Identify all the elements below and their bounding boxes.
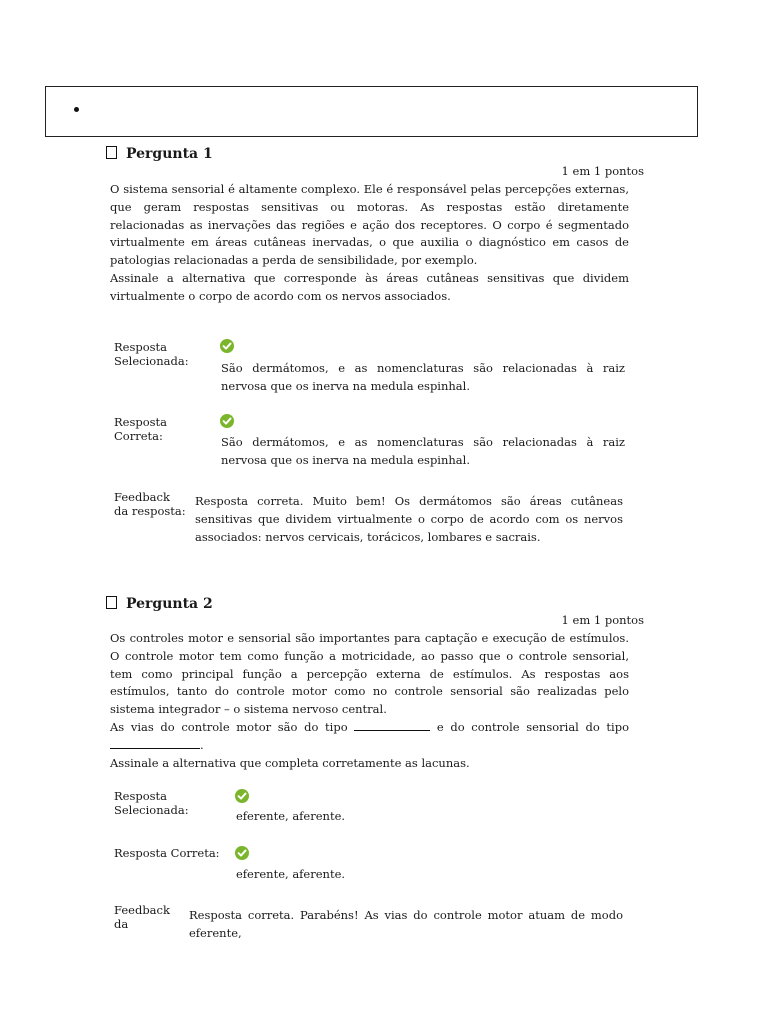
selected-answer-label: Resposta Selecionada: — [114, 340, 189, 368]
correct-answer-label: Resposta Correta: — [114, 415, 168, 443]
question-statement — [110, 630, 629, 772]
statement-paragraph: Assinale a alternativa que corresponde às áreas cutâneas sensitivas que dividem virtualmente o corpo de acordo com os nervos associados. — [110, 270, 629, 303]
question-points: 1 em 1 pontos — [561, 164, 644, 178]
statement-instruction: Assinale a alternativa que completa corretamente as lacunas. — [110, 755, 470, 770]
checkbox-icon[interactable] — [106, 596, 117, 609]
selected-answer-label: Resposta Selecionada: — [114, 789, 189, 817]
blank-1 — [354, 730, 430, 731]
feedback-label: Feedback da resposta: — [114, 490, 186, 518]
feedback-label: Feedback da — [114, 903, 170, 931]
checkbox-icon[interactable] — [106, 146, 117, 159]
statement-paragraph: Os controles motor e sensorial são importantes para captação e execução de estímulos. O controle motor tem como função a motricidade, ao passo que o controle sensorial, tem como principal função a percepção externa de estímulos. As respostas aos estímulos, tanto do controle motor como no controle sensorial são realizadas pelo sistema integrador – o sistema nervoso central. — [110, 631, 629, 717]
selected-answer: São dermátomos, e as nomenclaturas são relacionadas à raiz nervosa que os inerva na medula espinhal. — [221, 361, 625, 393]
blank-2 — [110, 748, 200, 749]
fill-part-1: As vias do controle motor são do tipo — [110, 719, 348, 734]
selected-answer: eferente, aferente. — [236, 809, 346, 823]
correct-answer-label: Resposta Correta: — [114, 846, 220, 860]
correct-answer: eferente, aferente. — [236, 867, 346, 881]
question-title: Pergunta 2 — [126, 596, 213, 612]
fill-end: . — [200, 737, 204, 752]
check-circle-icon — [235, 846, 249, 860]
fill-part-2: e do controle sensorial do tipo — [436, 719, 630, 734]
fill-in-sentence — [110, 719, 629, 755]
question-1-header — [106, 146, 213, 162]
check-circle-icon — [220, 414, 234, 428]
question-points: 1 em 1 pontos — [561, 613, 644, 627]
bullet-icon — [74, 107, 79, 112]
feedback-text: Resposta correta. Parabéns! As vias do controle motor atuam de modo eferente, — [189, 908, 623, 940]
question-title: Pergunta 1 — [126, 146, 213, 162]
check-circle-icon — [235, 789, 249, 803]
feedback-text: Resposta correta. Muito bem! Os dermátomos são áreas cutâneas sensitivas que dividem virtualmente o corpo de acordo com os nervos associados: nervos cervicais, torácicos, lombares e sacrais. — [195, 494, 623, 544]
statement-paragraph: O sistema sensorial é altamente complexo. Ele é responsável pelas percepções externas, que geram respostas sensitivas ou motoras. As respostas estão diretamente relacionadas as inervações das regiões e ação dos receptores. O corpo é segmentado virtualmente em áreas cutâneas inervadas, o que auxilia o diagnóstico em casos de patologias relacionadas a perda de sensibilidade, por exemplo. — [110, 182, 629, 268]
question-statement — [110, 181, 629, 306]
header-box — [45, 86, 698, 137]
question-2-header — [106, 596, 213, 612]
correct-answer: São dermátomos, e as nomenclaturas são relacionadas à raiz nervosa que os inerva na medula espinhal. — [221, 435, 625, 467]
check-circle-icon — [220, 339, 234, 353]
